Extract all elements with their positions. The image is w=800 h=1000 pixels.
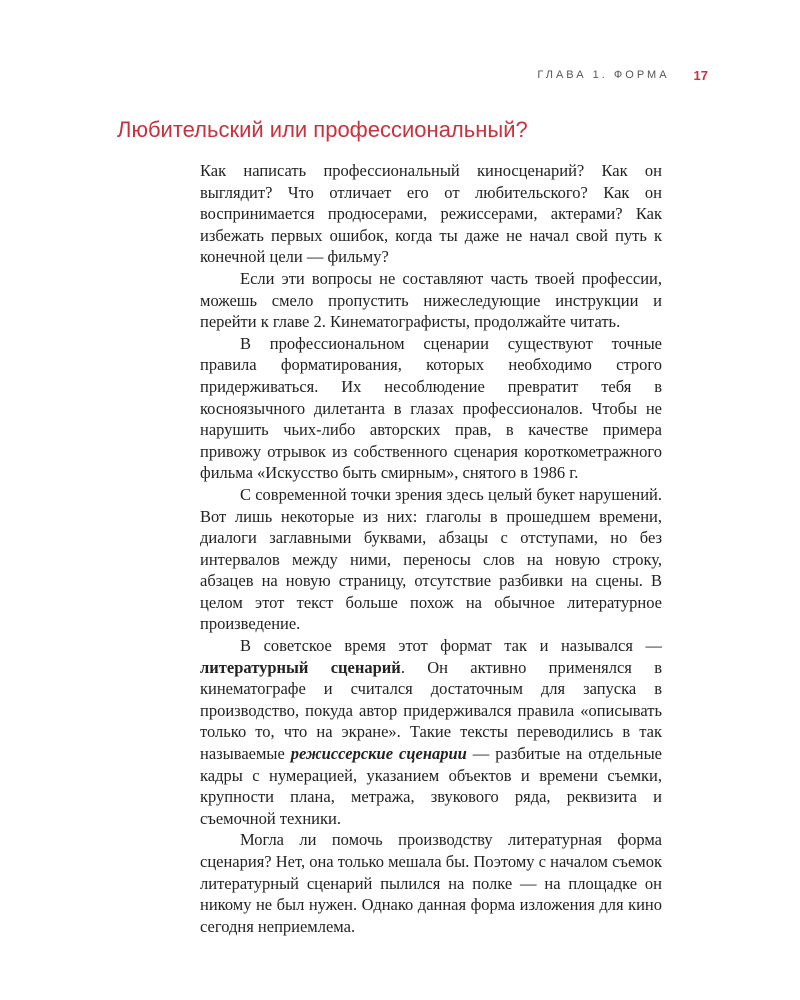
paragraph: С современной точки зрения здесь целый букет нарушений. Вот лишь некоторые из них: глаголы в прошедшем времени, диалоги заглавными буквами, абзацы с отступами, но без интервалов между ними, переносы слов на новую строку, абзацев на новую страницу, отсутствие разбивки на сцены. В целом этот текст больше похож на обычное литературное произведение. <box>200 484 662 634</box>
paragraph: В профессиональном сценарии существуют точные правила форматирования, которых необходимо строго придерживаться. Их несоблюдение превратит тебя в косноязычного дилетанта в глазах профессионалов. Чтобы не нарушить чьих-либо авторских прав, в качестве примера привожу отрывок из собственного сценария короткометражного фильма «Искусство быть смирным», снятого в 1986 г. <box>200 333 662 483</box>
body-text <box>200 160 662 937</box>
paragraph: Если эти вопросы не составляют часть твоей профессии, можешь смело пропустить нижеследующие инструкции и перейти к главе 2. Кинематографисты, продолжайте читать. <box>200 268 662 332</box>
term-director-screenplay <box>291 744 467 763</box>
section-title: Любительский или профессиональный? <box>117 117 528 142</box>
page-number: 17 <box>693 67 708 83</box>
paragraph: Как написать профессиональный киносценарий? Как он выглядит? Что отличает его от любительского? Как он воспринимается продюсерами, режиссерами, актерами? Как избежать первых ошибок, когда ты даже не начал свой путь к конечной цели — фильму? <box>200 161 662 267</box>
running-head <box>537 64 708 86</box>
paragraph <box>200 635 662 829</box>
paragraph-text: — разбитые на отдельные кадры с нумерацией, указанием объектов и времени съемки, крупности плана, метража, звукового ряда, реквизита и съемочной техники. <box>200 744 662 828</box>
paragraph: Могла ли помочь производству литературная форма сценария? Нет, она только мешала бы. Поэтому с началом съемок литературный сценарий пылился на полке — на площадке он никому не был нужен. Однако данная форма изложения для кино сегодня неприемлема. <box>200 830 662 936</box>
chapter-label: ГЛАВА 1. ФОРМА <box>537 69 670 81</box>
paragraph-text: . Он активно применялся в кинематографе и считался достаточным для запуска в производство, покуда автор придерживался правила «описывать только то, что на экране». Такие тексты переводились в так называемые <box>200 657 662 764</box>
paragraph-text: В советское время этот формат так и назывался — <box>240 636 662 656</box>
term-literary-screenplay: литературный сценарий <box>200 657 401 677</box>
term-director-screenplay-text: режиссерские сценарии <box>290 744 467 764</box>
